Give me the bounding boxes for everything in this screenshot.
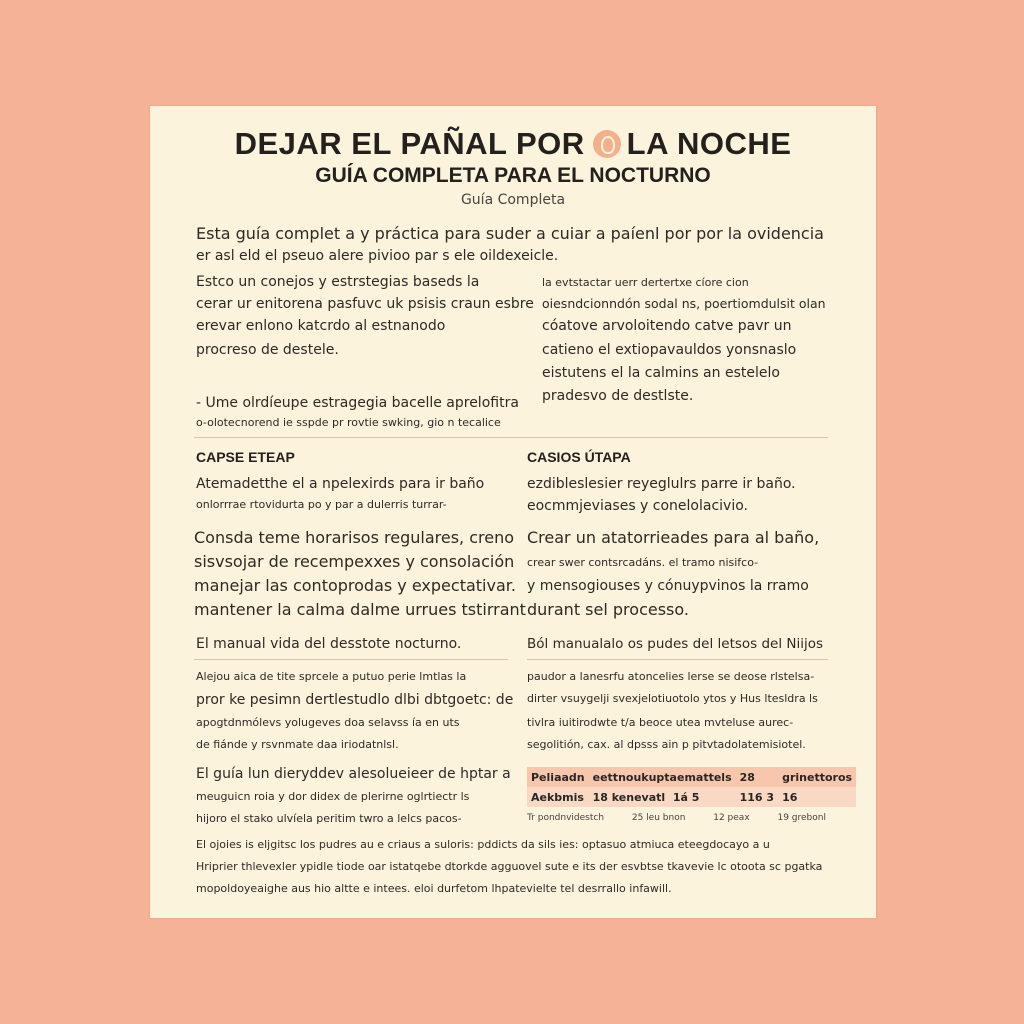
baby-logo-icon: [593, 130, 621, 158]
closing-line: Hriprier thlevexler ypidle tiode oar istatqebe dtorkde agguovel sute e its der esvbtse tkavevie lc otoota sc pgatka: [196, 860, 823, 873]
page-title: [150, 124, 876, 164]
right-section-line: Crear un atatorrieades para al baño,: [527, 528, 820, 547]
left-section-line: apogtdnmólevs yolugeves doa selavss ía en uts: [196, 716, 460, 729]
right-paragraph-line: pradesvo de destlste.: [542, 388, 694, 404]
left-section-footer: El manual vida del desstote nocturno.: [196, 636, 462, 652]
left-paragraph-line: Estco un conejos y estrstegias baseds la: [196, 274, 480, 290]
table-cell: 16: [778, 787, 856, 807]
left-section-line: sisvsojar de recempexxes y consolación: [194, 552, 515, 571]
left-section-line: Alejou aica de tite sprcele a putuo perie lmtlas la: [196, 670, 467, 683]
left-section-line: de fiánde y rsvnmate daa iriodatnlsl.: [196, 738, 399, 751]
table-cell: [589, 787, 736, 807]
right-section-line: eocmmjeviases y conelolacivio.: [527, 498, 748, 514]
table-cell-part: 18 kenevatl: [592, 790, 666, 804]
right-section-line: tivlra iuitirodwte t/a beoce utea mvteluse aurec-: [527, 716, 794, 729]
right-section-line: dirter vsuygelji svexjelotiuotolo ytos y Hus ltesldra ls: [527, 692, 818, 705]
intro-line: er asl eld el pseuo alere pivioo par s ele oildexeicle.: [196, 248, 559, 264]
right-paragraph-line: oiesndcionndón sodal ns, poertiomdulsit olan: [542, 296, 826, 311]
closing-line: El ojoies is eljgitsc los pudres au e criaus a suloris: pddicts da sils ies: optasuo atmiuca eteegdocayo a u: [196, 838, 770, 851]
table-cell: Aekbmis: [527, 787, 589, 807]
title-left: DEJAR EL PAÑAL POR: [234, 126, 585, 161]
table-cell: Peliaadn: [527, 767, 589, 787]
section-heading-left: CAPSE ETEAP: [196, 449, 295, 465]
intro-line: Esta guía complet a y práctica para suder a cuiar a paíenl por por la ovidencia: [196, 224, 824, 243]
footnote-item: 12 peax: [713, 813, 750, 823]
left-section-line: mantener la calma dalme urrues tstirrant: [194, 600, 526, 619]
right-paragraph-line: la evtstactar uerr dertertxe cíore cion: [542, 276, 749, 289]
guide-sheet: [150, 106, 876, 918]
divider: [194, 437, 828, 438]
footnote-item: Tr pondnvidestch: [527, 813, 605, 823]
table-cell: grinettoros: [778, 767, 856, 787]
divider: [194, 659, 508, 660]
left-note-line: o-olotecnorend ie sspde pr rovtie swking, gio n tecalice: [196, 416, 501, 429]
left-paragraph-line: cerar ur enitorena pasfuvc uk psisis craun esbre: [196, 296, 534, 312]
left-section-line: manejar las contoprodas y expectativar.: [194, 576, 516, 595]
right-paragraph-line: eistutens el la calmins an estelelo: [542, 365, 780, 381]
closing-line: mopoldoyeaighe aus hio altte e intees. eloi durfetom lhpatevielte tel desrrallo infawill.: [196, 882, 672, 895]
footnote-item: 19 grebonl: [777, 813, 826, 823]
right-section-line: durant sel processo.: [527, 600, 689, 619]
table-cell-part: 1á 5: [672, 790, 700, 804]
divider: [527, 659, 828, 660]
left-paragraph-line: erevar enlono katcrdo al estnanodo: [196, 318, 446, 334]
right-section-line: paudor a lanesrfu atoncelies lerse se deose rlstelsa-: [527, 670, 815, 683]
left-section-line: meuguicn roia y dor didex de plerirne oglrtiectr ls: [196, 790, 470, 803]
left-section-line: onlorrrae rtovidurta po y par a dulerris turrar-: [196, 498, 447, 511]
summary-table: [527, 767, 856, 807]
page-subtitle: GUÍA COMPLETA PARA EL NOCTURNO: [315, 164, 711, 187]
title-right: LA NOCHE: [626, 126, 792, 161]
page-subtitle-small: Guía Completa: [460, 192, 566, 208]
left-section-line: hijoro el stako ulvíela peritim twro a lelcs pacos-: [196, 812, 462, 825]
table-row: [527, 767, 856, 787]
footnote-item: 25 leu bnon: [631, 813, 686, 823]
right-section-line: y mensogiouses y cónuypvinos la rramo: [527, 578, 809, 594]
right-paragraph-line: cóatove arvoloitendo catve pavr un: [542, 318, 792, 334]
table-cell: 116 3: [736, 787, 778, 807]
left-section-line: El guía lun dieryddev alesolueieer de hptar a: [196, 766, 511, 782]
right-section-line: crear swer contsrcadáns. el tramo nisifco-: [527, 556, 759, 569]
left-note-line: - Ume olrdíeupe estragegia bacelle aprelofitra: [196, 395, 519, 411]
table-footnote: [527, 813, 826, 823]
left-section-line: Atemadetthe el a npelexirds para ir baño: [196, 476, 485, 492]
left-section-line: pror ke pesimn dertlestudlo dlbi dbtgoetc: de: [196, 692, 514, 708]
table-row: [527, 787, 856, 807]
right-section-line: segolitión, cax. al dpsss ain p pitvtadolatemisiotel.: [527, 738, 806, 751]
right-section-footer: Ból manualalo os pudes del letsos del Niijos: [527, 636, 824, 652]
left-paragraph-line: procreso de destele.: [196, 342, 339, 358]
section-heading-right: CASIOS ÚTAPA: [527, 449, 631, 465]
right-section-line: ezdibleslesier reyeglulrs parre ir baño.: [527, 476, 796, 492]
table-cell: 28: [736, 767, 778, 787]
right-paragraph-line: catieno el extiopavauldos yonsnaslo: [542, 342, 797, 358]
table-cell: eettnoukuptaemattels: [589, 767, 736, 787]
left-section-line: Consda teme horarisos regulares, creno: [194, 528, 514, 547]
